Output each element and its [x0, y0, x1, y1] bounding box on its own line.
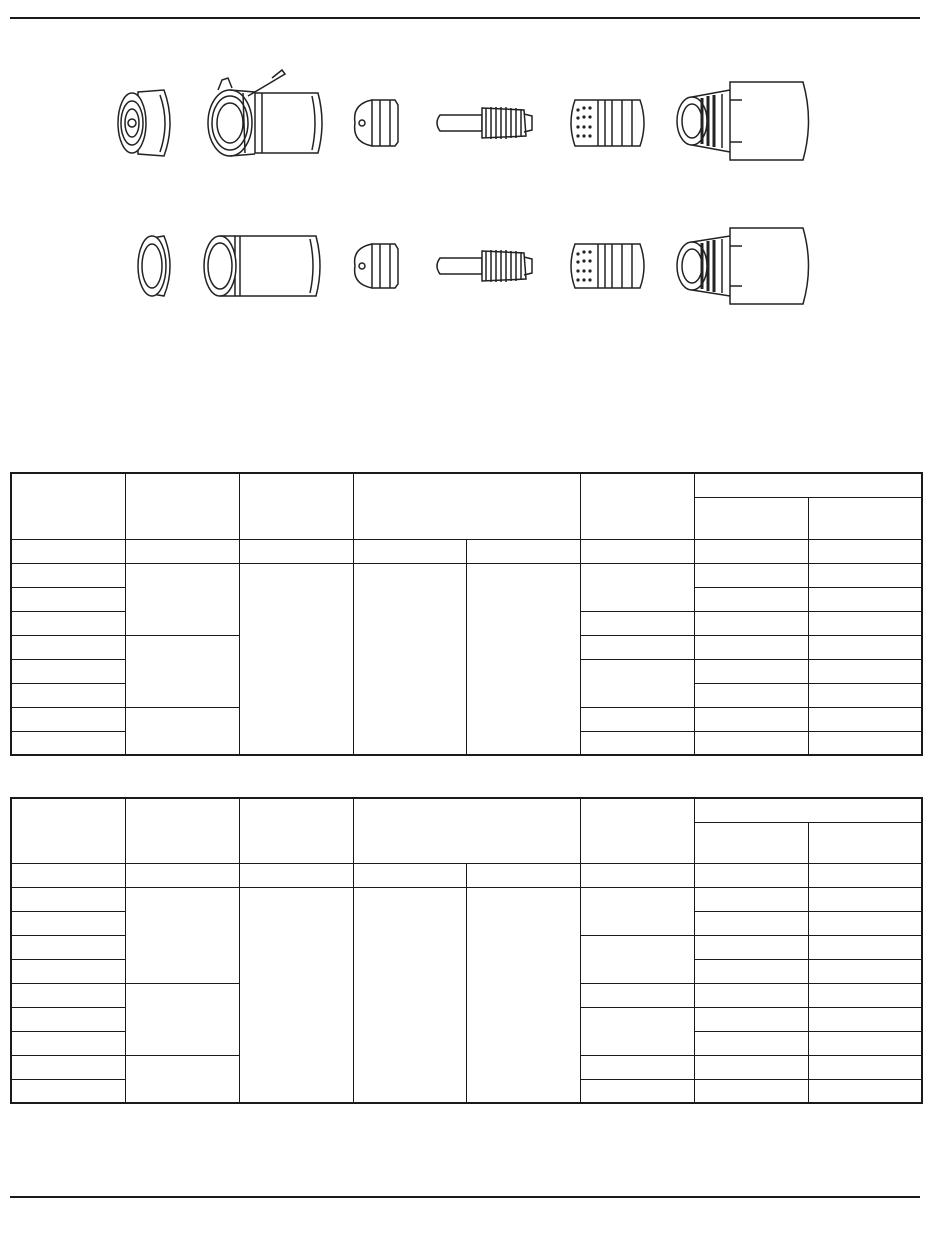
table-cell — [694, 911, 808, 935]
table-cell — [580, 611, 694, 635]
table-cell — [11, 983, 125, 1007]
table-cell — [11, 707, 125, 731]
table-cell — [580, 635, 694, 659]
torch-head-illustration — [677, 82, 809, 160]
table-header-row — [11, 798, 922, 822]
table-cell — [125, 1055, 239, 1103]
table-cell — [11, 887, 125, 911]
table-cell — [580, 1055, 694, 1079]
table-cell — [808, 587, 922, 611]
table-cell — [694, 1055, 808, 1079]
electrode-illustration — [437, 107, 532, 139]
table-cell — [694, 635, 808, 659]
table-cell — [808, 611, 922, 635]
table-cell — [239, 563, 353, 755]
table-cell — [694, 822, 808, 863]
table-cell — [125, 539, 239, 563]
retaining-cap-illustration — [208, 70, 322, 156]
table-cell — [694, 731, 808, 755]
table-cell — [353, 863, 466, 887]
table-cell — [11, 1031, 125, 1055]
shield-illustration — [138, 236, 170, 296]
table-cell — [353, 539, 466, 563]
table-cell — [125, 863, 239, 887]
table-row — [11, 863, 922, 887]
table-cell — [580, 539, 694, 563]
table-cell — [11, 611, 125, 635]
table-cell — [694, 1079, 808, 1103]
table-cell — [808, 1055, 922, 1079]
table-cell — [694, 587, 808, 611]
table-cell — [808, 539, 922, 563]
table-cell — [808, 635, 922, 659]
header-cell — [808, 497, 922, 539]
table-cell — [11, 863, 125, 887]
table-cell — [125, 707, 239, 755]
swirl-ring-illustration — [571, 244, 644, 288]
table-cell — [808, 563, 922, 587]
table-cell — [580, 707, 694, 731]
header-cell — [580, 473, 694, 539]
table-cell — [11, 683, 125, 707]
table-cell — [580, 935, 694, 983]
table-cell — [694, 863, 808, 887]
table-cell — [353, 798, 580, 863]
table-cell — [694, 959, 808, 983]
table-cell — [11, 798, 125, 863]
table-cell — [808, 959, 922, 983]
table-cell — [125, 887, 239, 983]
table-cell — [808, 911, 922, 935]
table-cell — [125, 798, 239, 863]
table-cell — [11, 539, 125, 563]
table-cell — [580, 731, 694, 755]
table-cell — [808, 887, 922, 911]
table-cell — [580, 887, 694, 935]
table-cell — [466, 563, 580, 755]
table-cell — [125, 635, 239, 707]
table-cell — [808, 683, 922, 707]
table-cell — [580, 659, 694, 707]
table-cell — [694, 563, 808, 587]
table-cell — [239, 863, 353, 887]
table-cell — [239, 887, 353, 1103]
consumable-parts-illustration — [0, 0, 950, 420]
table-cell — [580, 1007, 694, 1055]
table-cell — [808, 659, 922, 683]
table-cell — [808, 935, 922, 959]
table-cell — [580, 983, 694, 1007]
table-cell — [808, 1007, 922, 1031]
bottom-rule — [10, 1196, 920, 1198]
table-cell — [580, 798, 694, 863]
table-cell — [694, 707, 808, 731]
table-cell — [694, 1007, 808, 1031]
table-cell — [694, 539, 808, 563]
nozzle-illustration — [355, 244, 398, 288]
table-cell — [466, 863, 580, 887]
table-cell — [11, 1007, 125, 1031]
table-cell — [694, 683, 808, 707]
table-cell — [125, 983, 239, 1055]
table-cell — [466, 887, 580, 1103]
table-cell — [239, 539, 353, 563]
table-cell — [11, 563, 125, 587]
table-cell — [11, 659, 125, 683]
table-cell — [808, 1079, 922, 1103]
table-cell — [808, 707, 922, 731]
table-row — [11, 539, 922, 563]
consumables-table-2 — [10, 797, 923, 1104]
consumables-table-1 — [10, 472, 923, 756]
table-cell — [808, 731, 922, 755]
header-cell — [694, 497, 808, 539]
table-cell — [694, 1031, 808, 1055]
torch-head-illustration — [677, 228, 809, 304]
retaining-cap-illustration — [204, 236, 320, 296]
table-cell — [11, 959, 125, 983]
table-cell — [808, 863, 922, 887]
table-cell — [353, 887, 466, 1103]
table-cell — [580, 563, 694, 611]
header-cell — [694, 473, 922, 497]
swirl-ring-illustration — [571, 100, 644, 146]
table-cell — [580, 863, 694, 887]
table-cell — [11, 587, 125, 611]
table-cell — [11, 1055, 125, 1079]
table-cell — [11, 911, 125, 935]
table-cell — [125, 563, 239, 635]
table-cell — [694, 611, 808, 635]
table-header-row — [11, 473, 922, 497]
table-cell — [694, 935, 808, 959]
header-cell — [11, 473, 125, 539]
electrode-illustration — [437, 250, 532, 282]
nozzle-illustration — [355, 100, 398, 146]
table-cell — [580, 1079, 694, 1103]
header-cell — [239, 473, 353, 539]
header-cell — [125, 473, 239, 539]
table-cell — [694, 887, 808, 911]
table-cell — [11, 1079, 125, 1103]
table-cell — [11, 731, 125, 755]
table-cell — [11, 935, 125, 959]
table-cell — [808, 983, 922, 1007]
table-cell — [694, 798, 922, 822]
table-cell — [239, 798, 353, 863]
table-cell — [694, 659, 808, 683]
table-cell — [353, 563, 466, 755]
table-row — [11, 563, 922, 587]
table-cell — [466, 539, 580, 563]
table-cell — [808, 1031, 922, 1055]
shield-illustration — [118, 90, 170, 156]
table-cell — [11, 635, 125, 659]
table-cell — [808, 822, 922, 863]
table-cell — [694, 983, 808, 1007]
table-row — [11, 887, 922, 911]
header-cell — [353, 473, 580, 539]
